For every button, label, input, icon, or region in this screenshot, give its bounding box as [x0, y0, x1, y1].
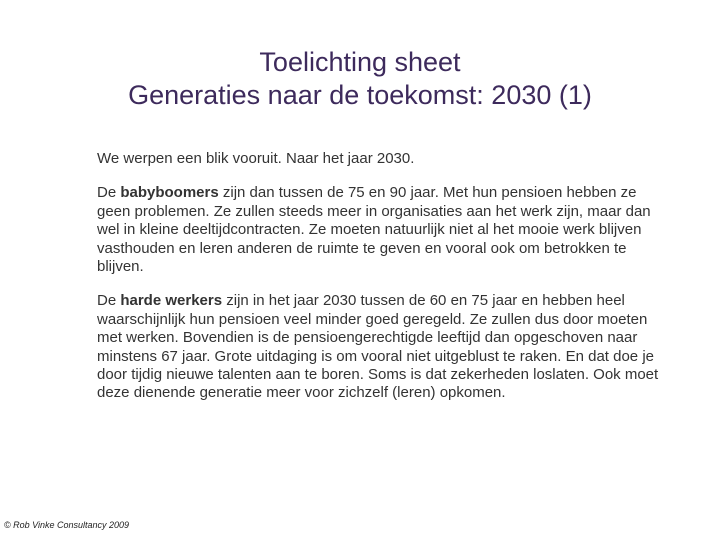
- paragraph-intro: We werpen een blik vooruit. Naar het jaar 2030.: [97, 150, 415, 167]
- slide-title: [0, 46, 720, 112]
- title-line-1: Toelichting sheet: [259, 47, 461, 77]
- paragraph-prefix: De: [97, 184, 121, 202]
- title-line-2: Generaties naar de toekomst: 2030 (1): [128, 80, 592, 110]
- paragraph-prefix: De: [97, 292, 121, 310]
- paragraph-text: zijn dan tussen de 75 en 90 jaar. Met hun pensioen hebben ze geen problemen. Ze zullen steeds meer in organisaties aan het werk zijn, maar dan wel in kleine deeltijdcontracten. Ze moeten natuurlijk niet al het mooie werk blijven vasthouden en leren anderen de ruimte te geven en vooral ook om betrokken te blijven.: [97, 184, 651, 276]
- body-text: [97, 150, 667, 419]
- copyright-footer: © Rob Vinke Consultancy 2009: [4, 520, 130, 530]
- paragraph-harde-werkers: [97, 292, 667, 402]
- term-harde-werkers: harde werkers: [120, 292, 223, 310]
- paragraph-text: zijn in het jaar 2030 tussen de 60 en 75 jaar en hebben heel waarschijnlijk hun pensioen veel minder goed geregeld. Ze zullen dus door moeten met werken. Bovendien is de pensioengerechtigde leeftijd dan opgeschoven naar minstens 67 jaar. Grote uitdaging is om vooral niet uitgeblust te raken. En dat doe je door tijdig nieuwe talenten aan te boren. Soms is dat zekerheden loslaten. Ook moet deze dienende generatie meer voor zichzelf (leren) opkomen.: [97, 292, 659, 402]
- paragraph-babyboomers: [97, 184, 667, 276]
- term-babyboomers: babyboomers: [120, 184, 219, 202]
